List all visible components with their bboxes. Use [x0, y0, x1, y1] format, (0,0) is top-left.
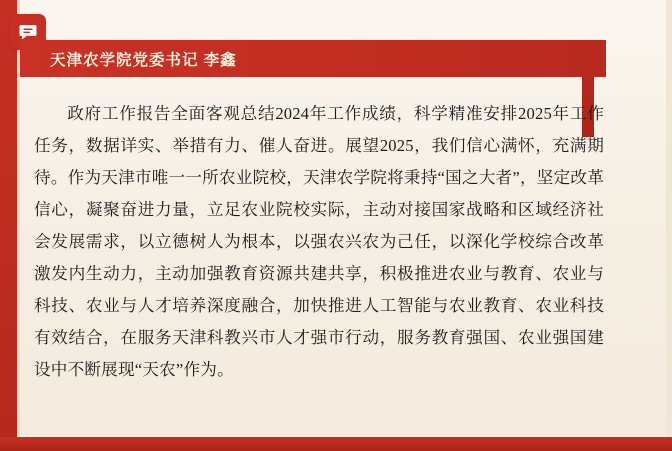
document-title-bar — [20, 40, 606, 77]
left-red-band — [0, 0, 17, 451]
page-title: 天津农学院党委书记 李鑫 — [50, 51, 237, 69]
bottom-red-band — [0, 437, 672, 451]
right-edge-strip — [666, 0, 672, 451]
body-paragraph: 政府工作报告全面客观总结2024年工作成绩，科学精准安排2025年工作任务，数据详实、举措有力、催人奋进。展望2025，我们信心满怀，充满期待。作为天津市唯一一所农业院校，天津农学院将秉持“国之大者”，坚定改革信心，凝聚奋进力量，立足农业院校实际，主动对接国家战略和区域经济社会发展需求，以立德树人为根本，以强农兴农为己任，以深化学校综合改革激发内生动力，主动加强教育资源共建共享，积极推进农业与教育、农业与科技、农业与人才培养深度融合，加快推进人工智能与农业教育、农业科技有效结合，在服务天津科教兴市人才强市行动，服务教育强国、农业强国建设中不断展现“天农”作为。 — [34, 104, 604, 379]
document-content — [20, 98, 632, 386]
